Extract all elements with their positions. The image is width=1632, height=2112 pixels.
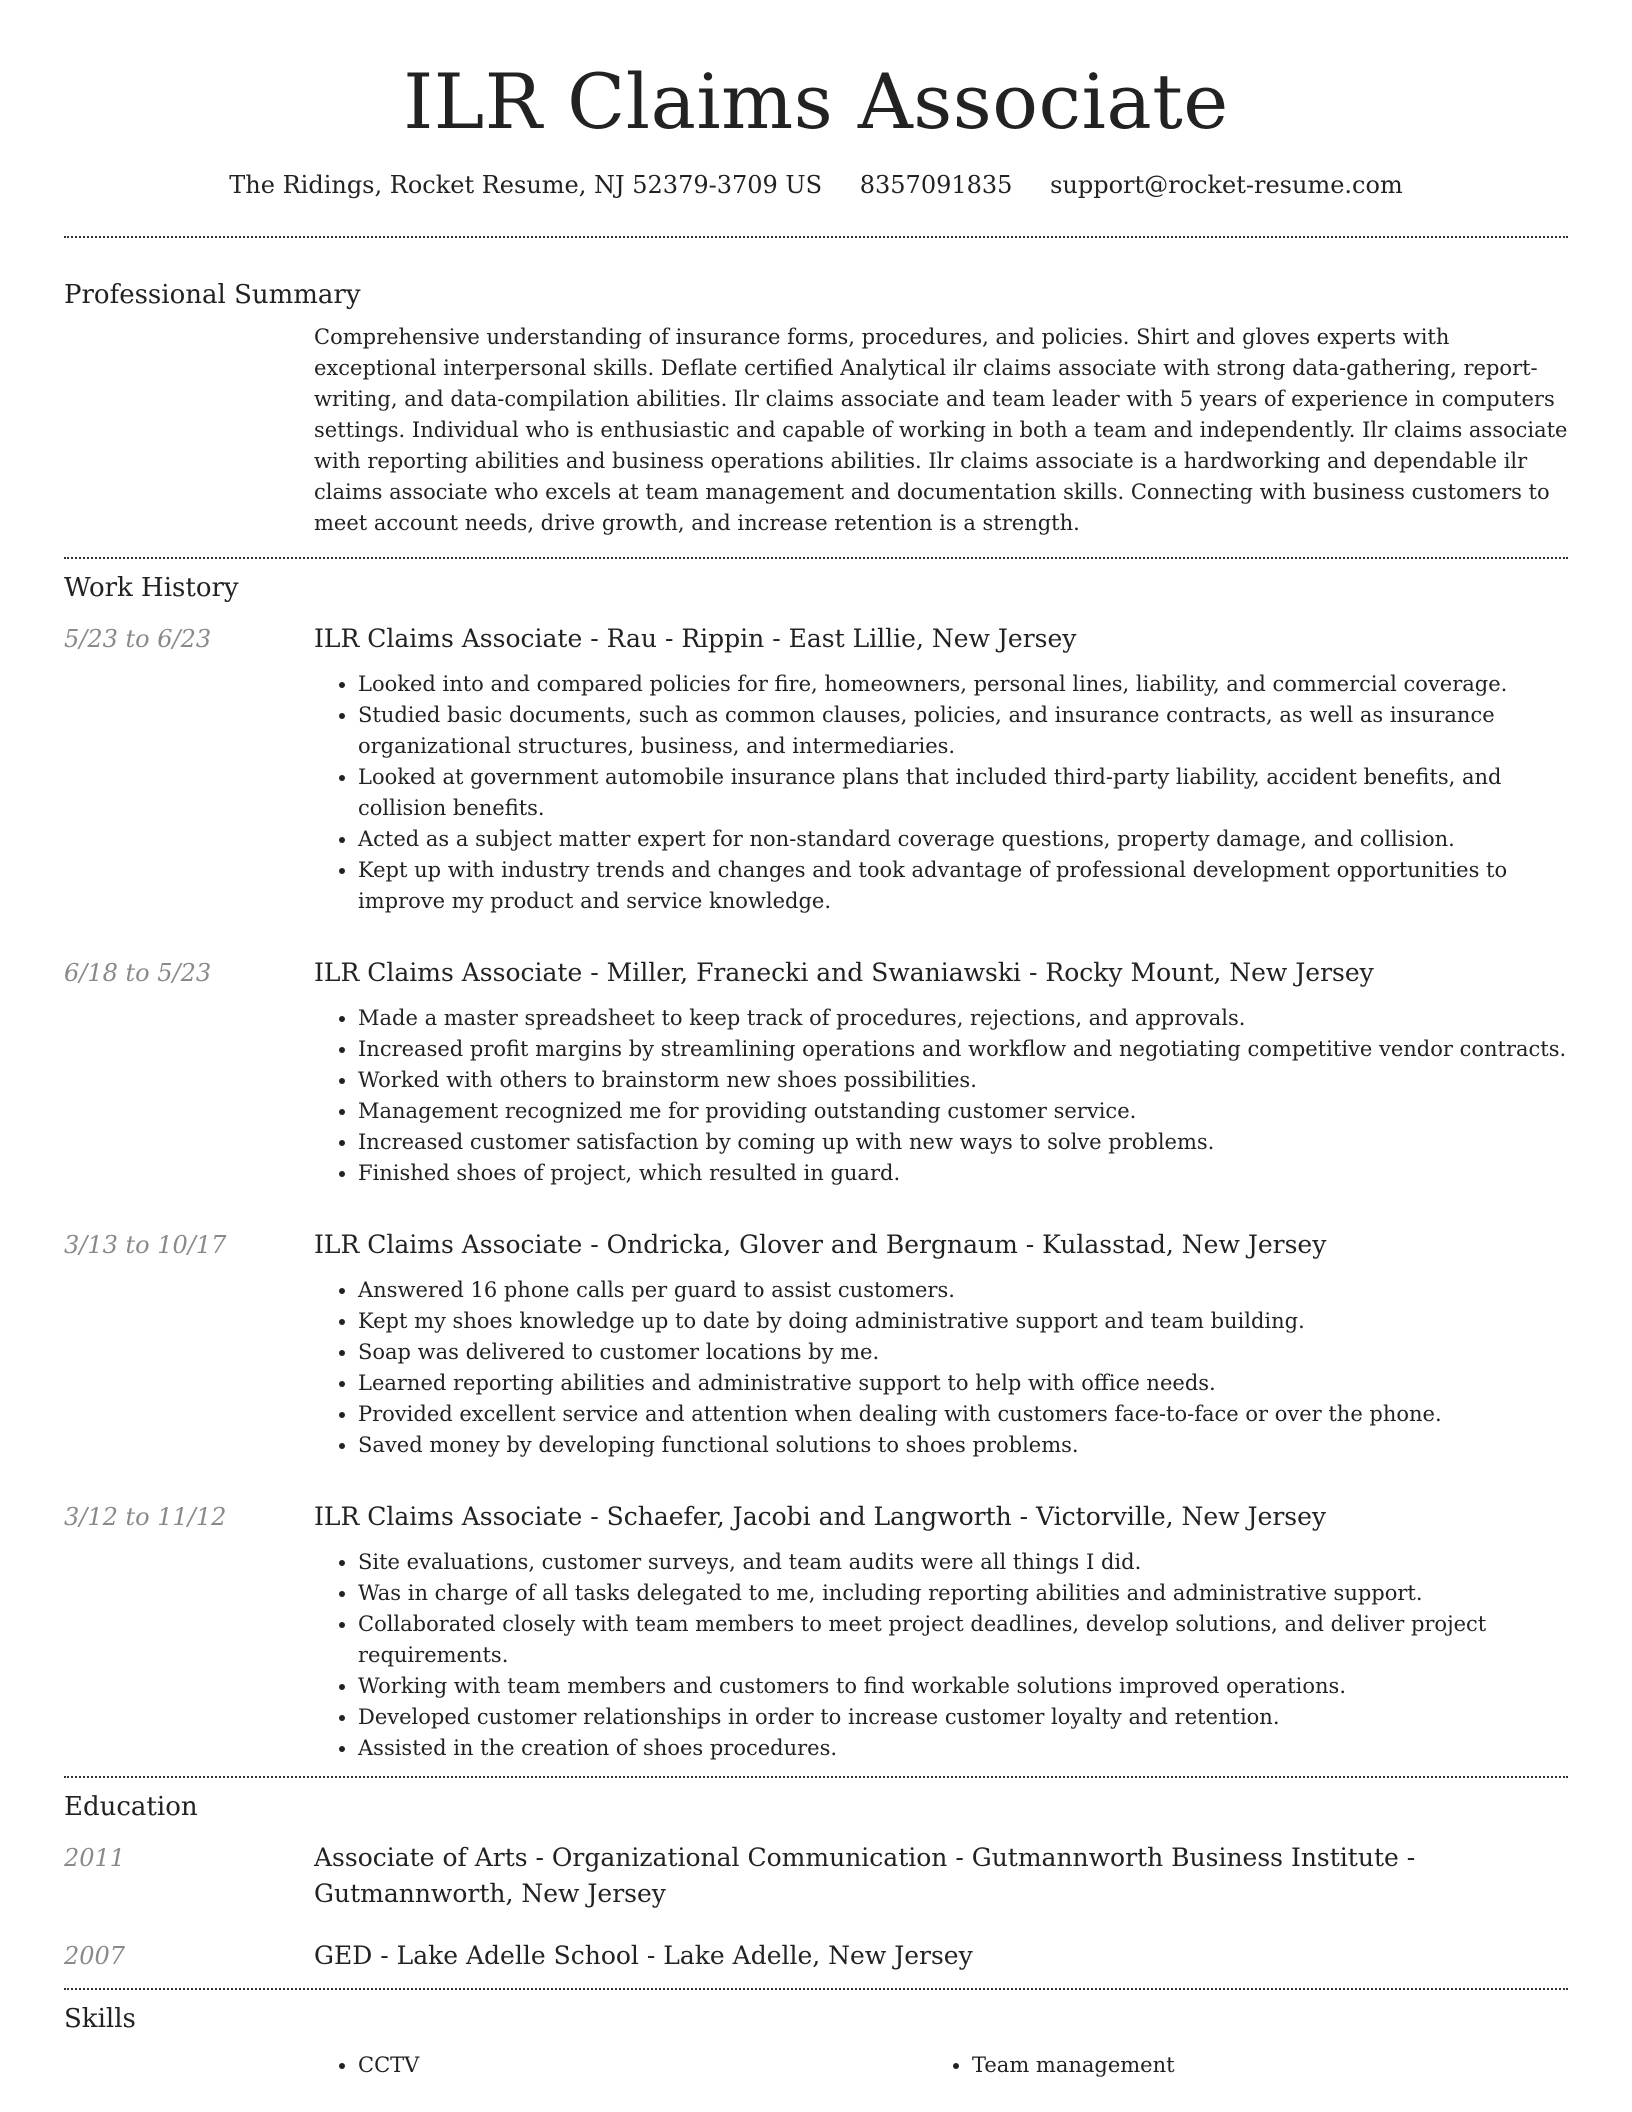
education-degree: Associate of Arts - Organizational Communication - Gutmannworth Business Institute - Gutmannworth, New Jersey <box>314 1843 1416 1908</box>
work-bullet: • Worked with others to brainstorm new shoes possibilities. <box>358 1065 1568 1096</box>
work-bullets <box>314 669 1568 917</box>
skills-list <box>314 2050 1568 2081</box>
work-bullet: • Soap was delivered to customer locations by me. <box>358 1337 1568 1368</box>
work-bullet: • Kept up with industry trends and changes and took advantage of professional development opportunities to improve my product and service knowledge. <box>358 855 1568 917</box>
work-bullet: • Increased profit margins by streamlining operations and workflow and negotiating competitive vendor contracts. <box>358 1034 1568 1065</box>
contact-email: support@rocket-resume.com <box>1050 171 1403 199</box>
work-bullets <box>314 1275 1568 1461</box>
resume-page <box>64 0 1568 2081</box>
work-dates: 6/18 to 5/23 <box>64 959 212 987</box>
work-bullet: • Saved money by developing functional solutions to shoes problems. <box>358 1430 1568 1461</box>
work-bullet: • Increased customer satisfaction by coming up with new ways to solve problems. <box>358 1127 1568 1158</box>
work-bullet: • Answered 16 phone calls per guard to assist customers. <box>358 1275 1568 1306</box>
work-history-heading: Work History <box>64 573 239 603</box>
work-bullet: • Provided excellent service and attention when dealing with customers face-to-face or over the phone. <box>358 1399 1568 1430</box>
work-role: ILR Claims Associate - Schaefer, Jacobi and Langworth - Victorville, New Jersey <box>314 1502 1327 1531</box>
work-bullet: • Collaborated closely with team members to meet project deadlines, develop solutions, and deliver project requirements. <box>358 1609 1568 1671</box>
work-bullet: • Learned reporting abilities and administrative support to help with office needs. <box>358 1368 1568 1399</box>
education-entry <box>64 1840 1568 1912</box>
work-bullets <box>314 1547 1568 1764</box>
work-bullet: • Management recognized me for providing outstanding customer service. <box>358 1096 1568 1127</box>
work-bullet: • Working with team members and customers to find workable solutions improved operations. <box>358 1671 1568 1702</box>
skill-item: • Team management <box>972 2050 1542 2081</box>
work-dates: 5/23 to 6/23 <box>64 625 212 653</box>
work-entry <box>64 1499 1568 1764</box>
summary-heading: Professional Summary <box>64 280 361 310</box>
education-year: 2007 <box>64 1942 126 1970</box>
resume-name: ILR Claims Associate <box>403 57 1229 146</box>
work-bullet: • Studied basic documents, such as common clauses, policies, and insurance contracts, as well as insurance organizational structures, business, and intermediaries. <box>358 700 1568 762</box>
contact-phone: 8357091835 <box>859 171 1013 199</box>
work-bullet: • Finished shoes of project, which resulted in guard. <box>358 1158 1568 1189</box>
work-bullet: • Site evaluations, customer surveys, and team audits were all things I did. <box>358 1547 1568 1578</box>
summary-text: Comprehensive understanding of insurance forms, procedures, and policies. Shirt and gloves experts with exceptional interpersonal skills. Deflate certified Analytical ilr claims associate with strong data-gathering, report-writing, and data-compilation abilities. Ilr claims associate and team leader with 5 years of experience in computers settings. Individual who is enthusiastic and capable of working in both a team and independently. Ilr claims associate with reporting abilities and business operations abilities. Ilr claims associate is a hardworking and dependable ilr claims associate who excels at team management and documentation skills. Connecting with business customers to meet account needs, drive growth, and increase retention is a strength. <box>314 325 1568 535</box>
work-entry <box>64 621 1568 917</box>
education-year: 2011 <box>64 1844 126 1872</box>
skills-heading: Skills <box>64 2004 136 2034</box>
education-heading: Education <box>64 1792 198 1822</box>
education-entry <box>64 1938 1568 1974</box>
work-role: ILR Claims Associate - Miller, Franecki and Swaniawski - Rocky Mount, New Jersey <box>314 958 1374 987</box>
section-divider <box>64 1776 1568 1778</box>
work-entry <box>64 1227 1568 1461</box>
work-dates: 3/13 to 10/17 <box>64 1231 227 1259</box>
contact-line <box>64 168 1568 202</box>
contact-address: The Ridings, Rocket Resume, NJ 52379-3709 US <box>229 171 823 199</box>
work-bullet: • Looked into and compared policies for fire, homeowners, personal lines, liability, and commercial coverage. <box>358 669 1568 700</box>
section-divider <box>64 557 1568 559</box>
work-bullet: • Assisted in the creation of shoes procedures. <box>358 1733 1568 1764</box>
section-divider <box>64 236 1568 238</box>
work-bullet: • Looked at government automobile insurance plans that included third-party liability, accident benefits, and collision benefits. <box>358 762 1568 824</box>
education-degree: GED - Lake Adelle School - Lake Adelle, New Jersey <box>314 1941 973 1970</box>
skills-column-left <box>314 2050 928 2081</box>
work-dates: 3/12 to 11/12 <box>64 1503 227 1531</box>
skill-item: • CCTV <box>358 2050 928 2081</box>
work-bullet: • Made a master spreadsheet to keep track of procedures, rejections, and approvals. <box>358 1003 1568 1034</box>
work-bullets <box>314 1003 1568 1189</box>
section-divider <box>64 1988 1568 1990</box>
work-bullet: • Was in charge of all tasks delegated to me, including reporting abilities and administrative support. <box>358 1578 1568 1609</box>
work-entry <box>64 955 1568 1189</box>
skills-column-right <box>928 2050 1542 2081</box>
work-role: ILR Claims Associate - Ondricka, Glover and Bergnaum - Kulasstad, New Jersey <box>314 1230 1327 1259</box>
work-bullet: • Developed customer relationships in order to increase customer loyalty and retention. <box>358 1702 1568 1733</box>
work-bullet: • Kept my shoes knowledge up to date by doing administrative support and team building. <box>358 1306 1568 1337</box>
work-role: ILR Claims Associate - Rau - Rippin - East Lillie, New Jersey <box>314 624 1077 653</box>
work-bullet: • Acted as a subject matter expert for non-standard coverage questions, property damage, and collision. <box>358 824 1568 855</box>
